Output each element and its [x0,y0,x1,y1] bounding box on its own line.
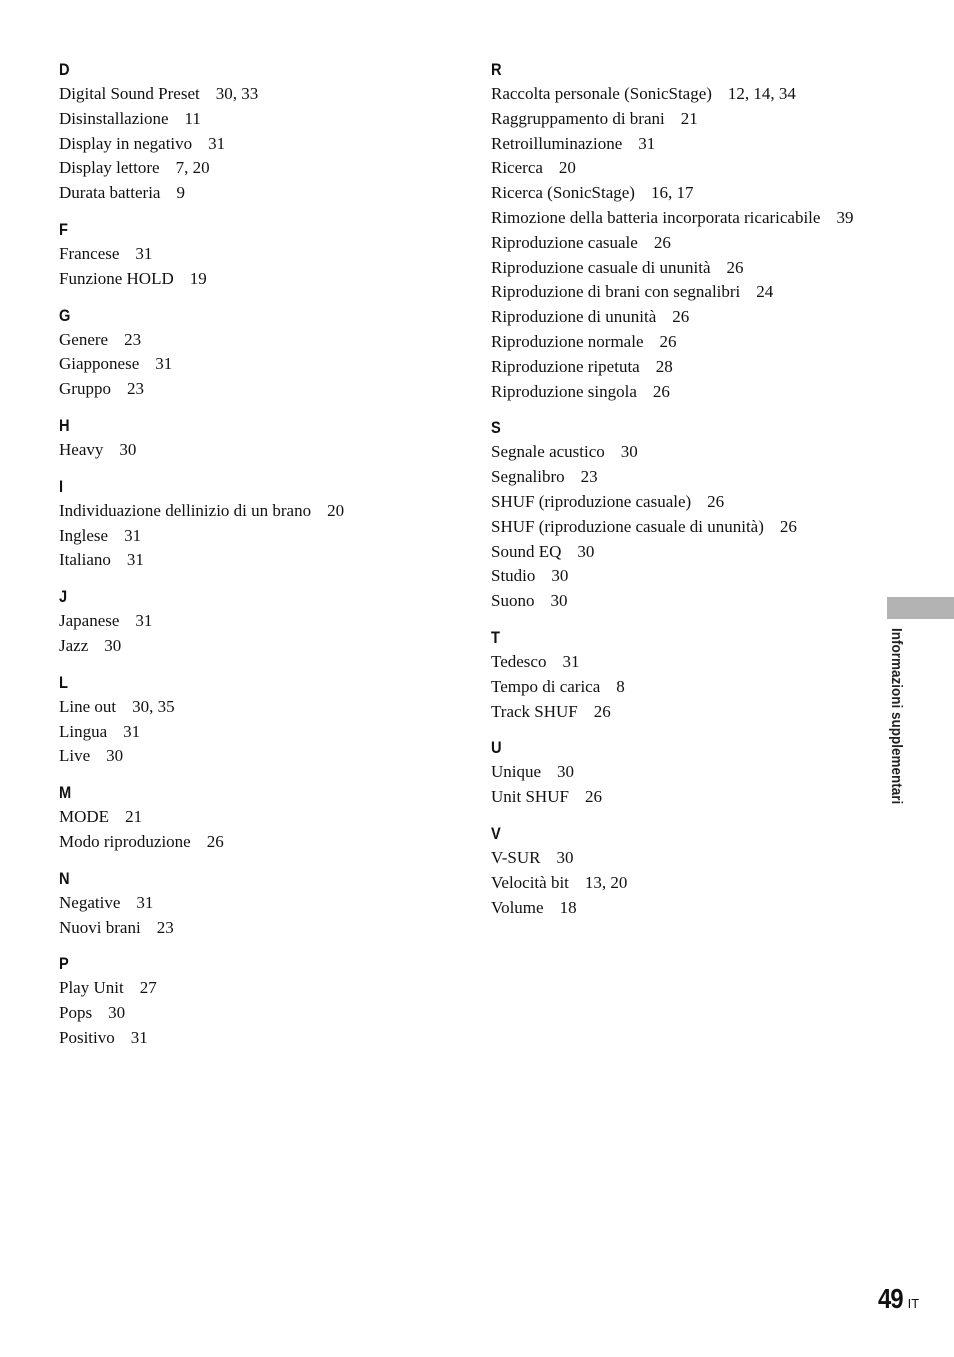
entry-term: Negative [59,892,121,912]
index-entry [59,744,439,769]
entry-pages: 26 [653,232,671,252]
entry-term: Pops [59,1003,93,1023]
page-number: 49 [878,1283,903,1314]
entry-term: Genere [59,329,109,349]
entry-term: Tedesco [491,651,547,671]
entry-term: Rimozione della batteria incorporata ricaricabile [491,207,821,227]
index-entry [491,540,871,565]
index-entry [491,465,871,490]
index-section-l [59,671,439,769]
section-letter: H [59,415,70,435]
entry-pages: 31 [126,550,144,570]
entry-pages: 31 [124,525,142,545]
index-entry [59,377,439,402]
index-section-i [59,475,439,573]
index-section-u [491,736,871,810]
section-letter: S [491,418,501,438]
entry-pages: 26 [652,381,670,401]
section-letter: F [59,219,68,239]
index-entry [59,107,439,132]
index-entry [59,805,439,830]
entry-term: Giapponese [59,354,140,374]
index-entry [59,891,439,916]
entry-pages: 30 [104,635,122,655]
entry-term: Ricerca [491,158,543,178]
entry-term: Italiano [59,550,111,570]
entry-pages: 26 [206,831,224,851]
index-entry [491,107,871,132]
entry-term: Digital Sound Preset [59,84,200,103]
section-letter: R [491,60,502,79]
entry-pages: 26 [584,787,602,807]
index-section-j [59,585,439,659]
entry-pages: 31 [130,1027,148,1047]
entry-term: Nuovi brani [59,917,141,937]
entry-term: Durata batteria [59,183,161,203]
entry-term: SHUF (riproduzione casuale di ununità) [491,516,764,536]
index-entry [59,524,439,549]
index-entry [491,650,871,675]
index-entry [491,846,871,871]
entry-pages: 19 [189,268,207,288]
entry-term: Inglese [59,525,109,545]
index-entry [491,280,871,305]
entry-pages: 18 [559,897,577,917]
index-entry [59,1026,439,1051]
index-entry [59,328,439,353]
index-entry [491,490,871,515]
index-entry [491,440,871,465]
entry-pages: 30 [106,746,124,766]
entry-term: Riproduzione casuale [491,232,638,252]
section-letter: G [59,305,71,325]
entry-term: Raggruppamento di brani [491,108,665,128]
section-letter: V [491,823,501,843]
index-section-v [491,822,871,920]
entry-pages: 8 [616,676,625,696]
entry-term: Jazz [59,635,89,655]
entry-pages: 21 [680,108,698,128]
entry-pages: 11 [184,108,201,128]
entry-term: Line out [59,696,117,716]
entry-pages: 23 [124,329,142,349]
index-entry [491,355,871,380]
index-entry [491,785,871,810]
entry-pages: 9 [176,183,185,203]
entry-term: Velocità bit [491,872,569,892]
entry-term: Modo riproduzione [59,831,191,851]
index-entry [491,305,871,330]
index-entry [491,515,871,540]
index-entry [59,916,439,941]
section-letter: T [491,627,500,647]
entry-term: Volume [491,897,544,917]
index-section-d [59,58,439,206]
entry-term: SHUF (riproduzione casuale) [491,491,692,511]
index-entry [491,231,871,256]
entry-pages: 26 [779,516,797,536]
entry-term: Segnale acustico [491,442,605,462]
index-entry [491,896,871,921]
entry-term: Riproduzione di ununità [491,307,657,327]
entry-term: Sound EQ [491,541,562,561]
index-entry [59,132,439,157]
entry-pages: 16, 17 [650,183,694,203]
entry-pages: 31 [155,354,173,374]
index-entry [491,589,871,614]
index-entry [59,548,439,573]
index-section-r [491,58,871,404]
index-entry [491,700,871,725]
index-entry [491,330,871,355]
index-entry [59,830,439,855]
section-letter: I [59,476,64,496]
entry-term: Riproduzione singola [491,381,637,401]
entry-term: Gruppo [59,379,111,399]
index-entry [59,352,439,377]
index-section-h [59,414,439,463]
entry-pages: 28 [655,356,673,376]
index-entry [59,267,439,292]
index-column-right [491,58,871,932]
entry-pages: 26 [672,307,690,327]
entry-pages: 21 [125,807,143,827]
entry-term: V-SUR [491,847,541,867]
entry-term: Suono [491,591,535,611]
entry-pages: 23 [156,917,174,937]
entry-term: Segnalibro [491,467,565,487]
entry-term: Raccolta personale (SonicStage) [491,84,712,103]
index-section-n [59,867,439,941]
index-entry [59,609,439,634]
index-section-s [491,416,871,614]
entry-pages: 7, 20 [175,158,210,178]
entry-term: Riproduzione di brani con segnalibri [491,282,741,302]
entry-term: Unique [491,762,542,782]
index-section-f [59,218,439,292]
entry-term: MODE [59,807,110,827]
index-entry [59,1001,439,1026]
index-section-t [491,626,871,724]
index-entry [491,564,871,589]
section-letter: J [59,587,68,607]
index-section-g [59,304,439,402]
entry-pages: 30 [551,566,569,586]
entry-term: Play Unit [59,978,124,998]
entry-pages: 20 [558,158,576,178]
entry-pages: 13, 20 [584,872,628,892]
entry-pages: 30, 33 [215,84,259,103]
index-entry [59,438,439,463]
entry-pages: 30 [550,591,568,611]
page-number-footer [878,1283,919,1315]
section-letter: P [59,954,69,974]
index-entry [491,380,871,405]
index-entry [491,760,871,785]
entry-term: Track SHUF [491,701,578,721]
entry-pages: 26 [593,701,611,721]
section-letter: N [59,868,70,888]
index-entry [491,132,871,157]
entry-pages: 12, 14, 34 [727,84,796,103]
section-letter: M [59,783,72,803]
entry-pages: 23 [580,467,598,487]
entry-term: Tempo di carica [491,676,601,696]
entry-term: Funzione HOLD [59,268,174,288]
entry-term: Francese [59,243,120,263]
index-entry [59,634,439,659]
index-entry [491,675,871,700]
entry-pages: 31 [123,721,141,741]
section-letter: D [59,60,70,79]
index-entry [59,499,439,524]
entry-pages: 23 [126,379,144,399]
index-entry [491,156,871,181]
entry-pages: 30 [119,439,137,459]
entry-pages: 31 [638,133,656,153]
index-entry [59,242,439,267]
index-entry [59,976,439,1001]
entry-pages: 30 [577,541,595,561]
entry-pages: 26 [707,491,725,511]
entry-term: Disinstallazione [59,108,169,128]
entry-pages: 26 [726,257,744,277]
index-section-p [59,952,439,1050]
index-entry [491,871,871,896]
index-section-m [59,781,439,855]
entry-term: Unit SHUF [491,787,569,807]
section-letter: L [59,672,68,692]
entry-term: Japanese [59,611,120,631]
entry-term: Display lettore [59,158,160,178]
index-column-left [59,58,439,1063]
entry-pages: 39 [836,207,854,227]
entry-pages: 31 [562,651,580,671]
entry-pages: 31 [135,611,153,631]
entry-pages: 31 [136,892,154,912]
entry-term: Display in negativo [59,133,193,153]
page-language-code: IT [907,1296,920,1311]
index-entry [491,256,871,281]
entry-pages: 30 [556,847,574,867]
entry-term: Ricerca (SonicStage) [491,183,635,203]
section-side-label: Informazioni supplementari [888,628,905,805]
index-entry [59,156,439,181]
entry-term: Lingua [59,721,108,741]
entry-pages: 30 [620,442,638,462]
section-tab-marker [887,597,954,619]
index-entry [491,181,871,206]
entry-term: Retroilluminazione [491,133,623,153]
entry-term: Heavy [59,439,104,459]
entry-pages: 20 [327,500,345,520]
index-entry [59,82,439,107]
entry-pages: 30 [557,762,575,782]
entry-term: Studio [491,566,536,586]
entry-term: Positivo [59,1027,115,1047]
entry-term: Riproduzione casuale di ununità [491,257,711,277]
entry-pages: 30 [108,1003,126,1023]
entry-term: Live [59,746,91,766]
entry-pages: 30, 35 [132,696,175,716]
index-entry [491,206,871,231]
index-entry [59,720,439,745]
entry-term: Riproduzione normale [491,331,644,351]
index-entry [59,695,439,720]
section-letter: U [491,738,502,758]
entry-term: Riproduzione ripetuta [491,356,640,376]
entry-pages: 24 [756,282,774,302]
entry-pages: 31 [135,243,153,263]
entry-pages: 31 [208,133,226,153]
index-entry [491,82,871,107]
entry-pages: 26 [659,331,677,351]
entry-pages: 27 [139,978,157,998]
entry-term: Individuazione dellinizio di un brano [59,500,312,520]
index-entry [59,181,439,206]
